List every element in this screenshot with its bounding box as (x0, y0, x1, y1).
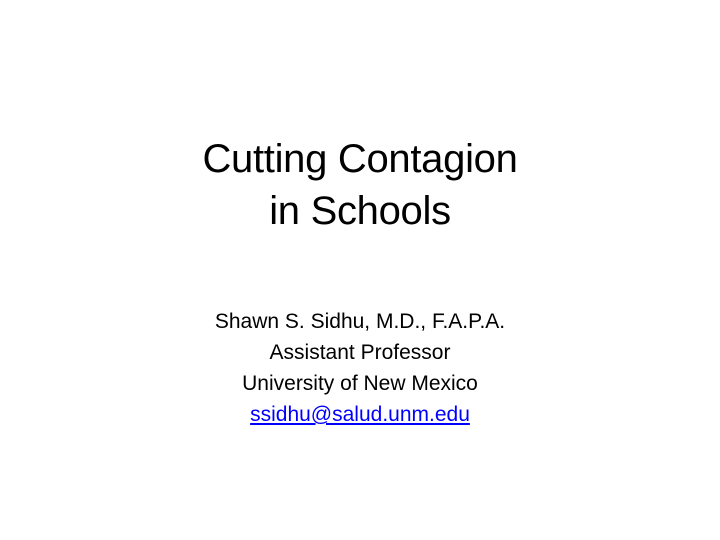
email-line (60, 399, 660, 430)
title-line-2: in Schools (269, 189, 451, 233)
author-institution: University of New Mexico (242, 372, 478, 395)
author-name: Shawn S. Sidhu, M.D., F.A.P.A. (214, 310, 506, 333)
slide-subtitle (60, 306, 660, 430)
title-line-1: Cutting Contagion (202, 137, 518, 181)
email-link[interactable]: ssidhu@salud.unm.edu (250, 403, 470, 426)
author-position: Assistant Professor (269, 341, 451, 364)
slide-title (60, 133, 660, 237)
